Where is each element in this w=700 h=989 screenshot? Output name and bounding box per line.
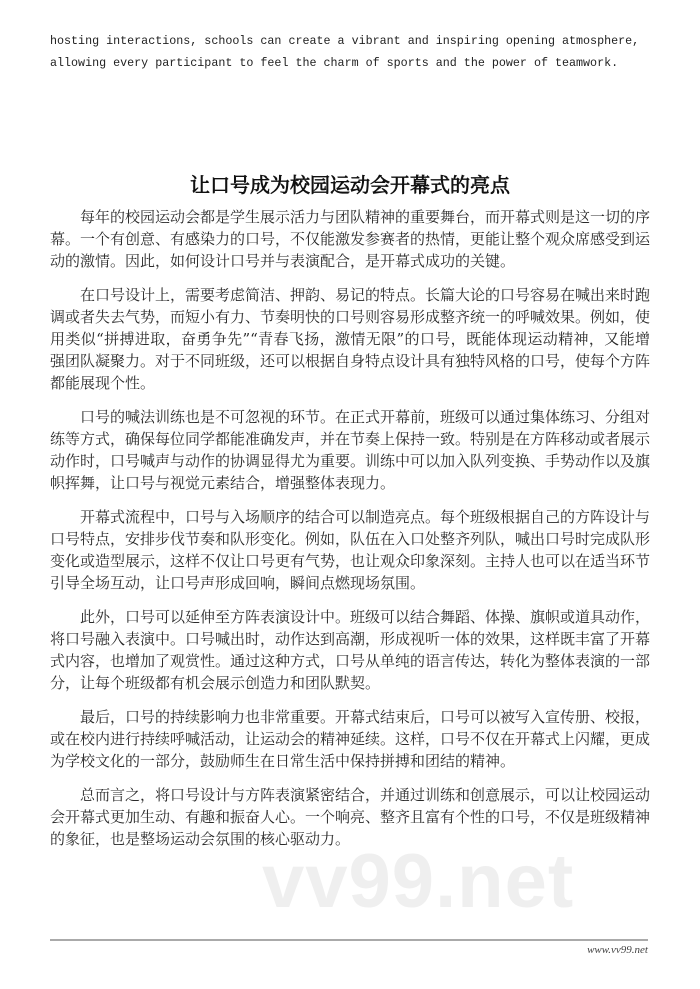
text-line: hosting interactions, schools can create a vibrant and inspiring opening atmosphere, — [50, 34, 640, 48]
footer-site: www.vv99.net — [587, 944, 648, 956]
paragraph: 在口号设计上，需要考虑简洁、押韵、易记的特点。长篇大论的口号容易在喊出来时跑调或者失去气势，而短小有力、节奏明快的口号则容易形成整齐统一的呼喊效果。例如，使用类似“拼搏进取，奋勇争先”“青春飞扬，激情无限”的口号，既能体现运动精神，又能增强团队凝聚力。对于不同班级，还可以根据自身特点设计具有独特风格的口号，使每个方阵都能展现个性。 — [50, 286, 651, 392]
watermark: vv99.net — [262, 839, 575, 924]
footer-divider — [50, 939, 648, 941]
article-title: 让口号成为校园运动会开幕式的亮点 — [190, 173, 510, 197]
paragraph: 口号的喊法训练也是不可忽视的环节。在正式开幕前，班级可以通过集体练习、分组对练等方式，确保每位同学都能准确发声，并在节奏上保持一致。特别是在方阵移动或者展示动作时，口号喊声与动作的协调显得尤为重要。训练中可以加入队列变换、手势动作以及旗帜挥舞，让口号与视觉元素结合，增强整体表现力。 — [50, 408, 651, 492]
english-text-continuation — [50, 30, 660, 74]
paragraph: 最后，口号的持续影响力也非常重要。开幕式结束后，口号可以被写入宣传册、校报，或在校内进行持续呼喊活动，让运动会的精神延续。这样，口号不仅在开幕式上闪耀，更成为学校文化的一部分，鼓励师生在日常生活中保持拼搏和团结的精神。 — [50, 708, 651, 770]
paragraph: 开幕式流程中，口号与入场顺序的结合可以制造亮点。每个班级根据自己的方阵设计与口号特点，安排步伐节奏和队形变化。例如，队伍在入口处整齐列队，喊出口号时完成队形变化或造型展示，这样不仅让口号更有气势，也让观众印象深刻。主持人也可以在适当环节引导全场互动，让口号声形成回响，瞬间点燃现场氛围。 — [50, 508, 651, 592]
text-line: allowing every participant to feel the charm of sports and the power of teamwork. — [50, 56, 619, 70]
paragraph: 总而言之，将口号设计与方阵表演紧密结合，并通过训练和创意展示，可以让校园运动会开幕式更加生动、有趣和振奋人心。一个响亮、整齐且富有个性的口号，不仅是班级精神的象征，也是整场运动会氛围的核心驱动力。 — [50, 786, 651, 848]
article-body — [50, 206, 650, 862]
paragraph: 此外，口号可以延伸至方阵表演设计中。班级可以结合舞蹈、体操、旗帜或道具动作，将口号融入表演中。口号喊出时，动作达到高潮，形成视听一体的效果，这样既丰富了开幕式内容，也增加了观赏性。通过这种方式，口号从单纯的语言传达，转化为整体表演的一部分，让每个班级都有机会展示创造力和团队默契。 — [50, 608, 651, 692]
paragraph: 每年的校园运动会都是学生展示活力与团队精神的重要舞台，而开幕式则是这一切的序幕。一个有创意、有感染力的口号，不仅能激发参赛者的热情，更能让整个观众席感受到运动的激情。因此，如何设计口号并与表演配合，是开幕式成功的关键。 — [50, 208, 651, 270]
